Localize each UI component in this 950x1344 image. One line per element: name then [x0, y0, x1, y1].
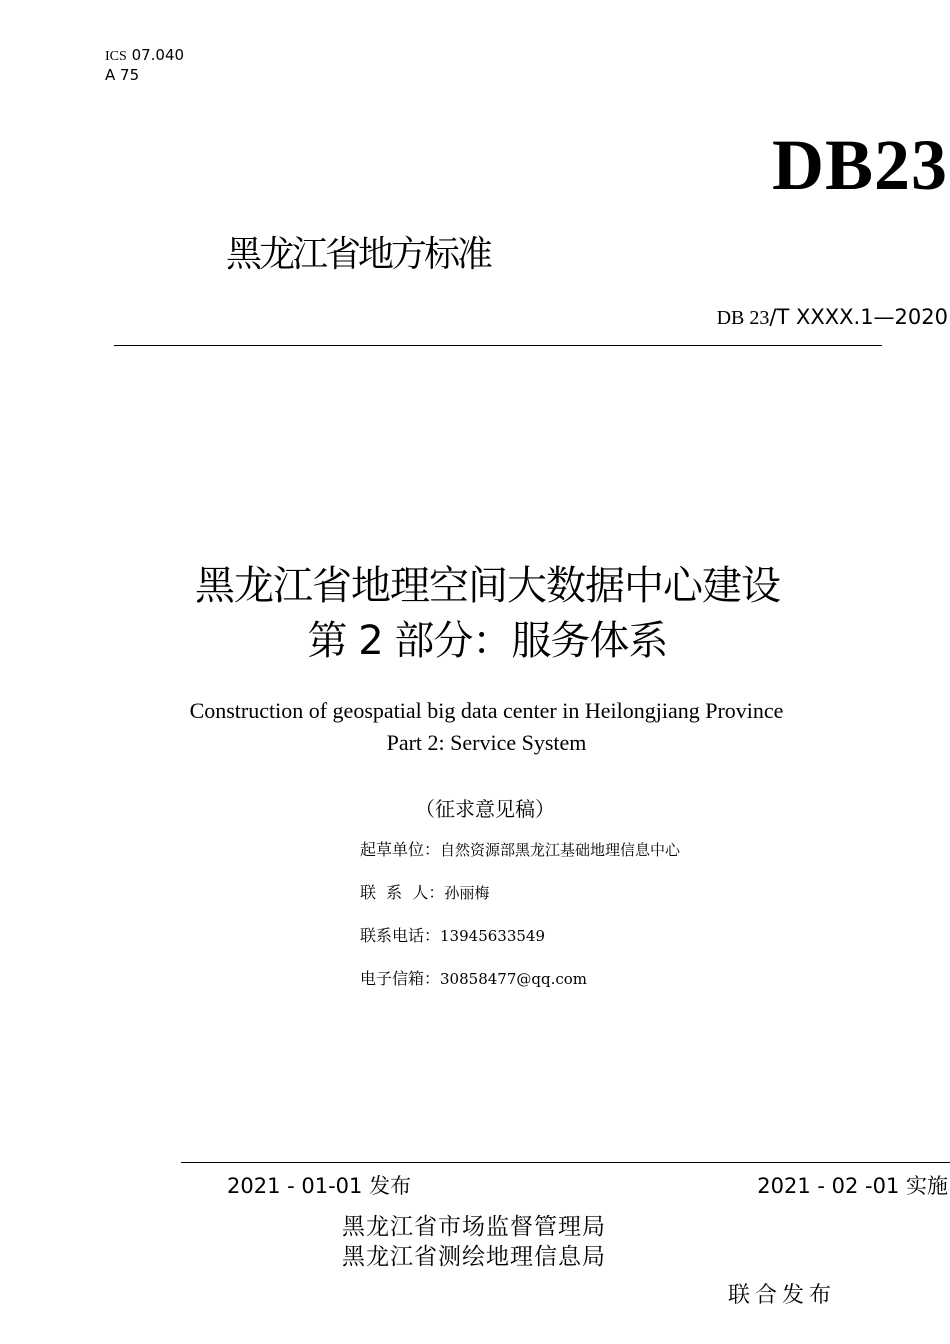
standard-number-suffix: /T XXXX.1—2020: [769, 305, 948, 329]
contact-person: [360, 881, 489, 905]
issuer-market-supervision: 黑龙江省市场监督管理局: [342, 1214, 606, 1240]
title-zh-line1: 黑龙江省地理空间大数据中心建设: [195, 563, 780, 609]
title-en-line1: Construction of geospatial big data center in Heilongjiang Province: [189, 698, 784, 723]
contact-label: 起草单位：: [360, 840, 441, 859]
header-divider: [114, 345, 882, 346]
contact-phone: [360, 924, 545, 948]
title-zh-line2: 第 2 部分：服务体系: [307, 618, 668, 664]
contact-drafting-unit: [360, 838, 680, 862]
contact-value: 30858477@qq.com: [440, 970, 587, 988]
ics-code: 07.040: [131, 46, 185, 64]
contact-value: 孙丽梅: [444, 884, 490, 902]
contact-email: [360, 967, 587, 991]
title-en-line2: Part 2: Service System: [386, 730, 587, 755]
classification-code: A 75: [105, 66, 140, 84]
contact-value: 13945633549: [440, 927, 545, 945]
contact-label: 联系电话：: [360, 926, 441, 945]
contact-label: 电子信箱：: [360, 969, 441, 988]
ics-label: ICS: [105, 49, 127, 64]
issuer-surveying-mapping: 黑龙江省测绘地理信息局: [342, 1244, 606, 1270]
standard-number: [717, 303, 948, 332]
standard-code: DB23: [771, 125, 948, 205]
joint-release: 联合发布: [728, 1283, 837, 1308]
implement-date: 2021 - 02 -01 实施: [757, 1174, 948, 1198]
standard-type: 黑龙江省地方标准: [226, 234, 491, 275]
ics-number: [105, 46, 184, 66]
contact-value: 自然资源部黑龙江基础地理信息中心: [440, 841, 681, 859]
publish-date: 2021 - 01-01 发布: [227, 1174, 412, 1198]
footer-divider: [181, 1162, 950, 1163]
draft-status: （征求意见稿）: [415, 797, 555, 821]
contact-label: 联 系 人：: [360, 883, 445, 902]
standard-number-prefix: DB 23: [716, 307, 770, 329]
